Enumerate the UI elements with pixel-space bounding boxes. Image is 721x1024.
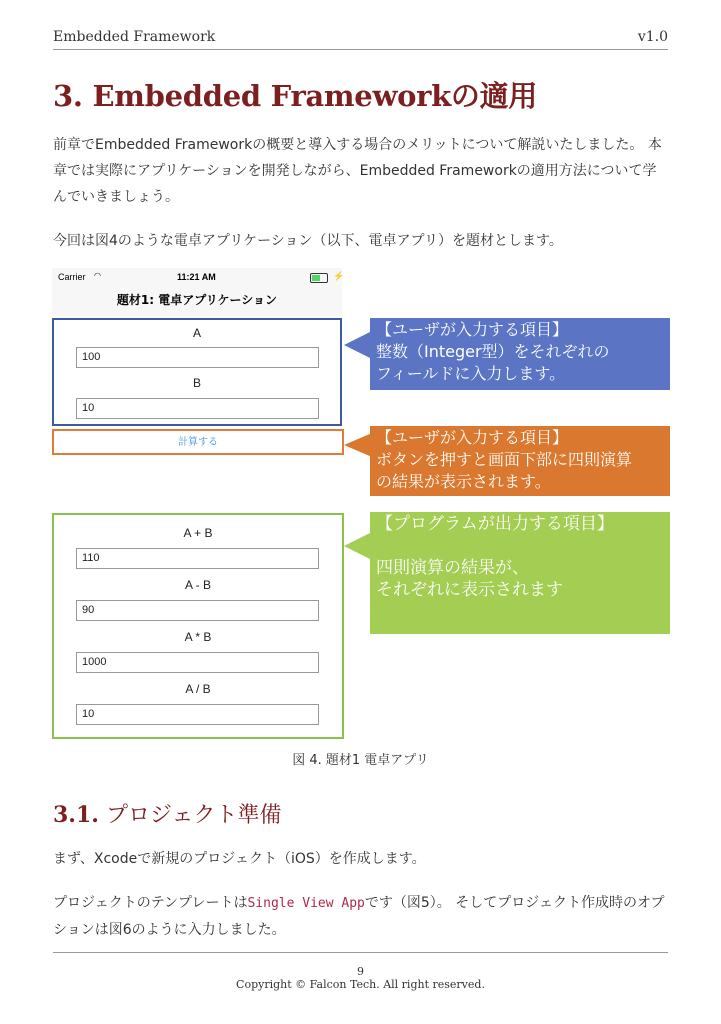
callout-input	[370, 318, 670, 390]
callout-pointer-blue	[344, 331, 372, 359]
page-number: 9	[357, 965, 364, 978]
callout-output	[370, 512, 670, 634]
callout-button-line1: ボタンを押すと画面下部に四則演算	[376, 450, 633, 469]
section-heading	[53, 798, 282, 829]
callout-button-line2: の結果が表示されます。	[376, 472, 551, 491]
callout-input-line1: 整数（Integer型）をそれぞれの	[376, 342, 610, 361]
calculator-figure	[52, 268, 672, 742]
phone-status-bar	[52, 268, 345, 286]
output-field-sub: 90	[76, 600, 319, 621]
callout-button-heading: 【ユーザが入力する項目】	[376, 428, 569, 447]
charging-icon: ⚡	[333, 271, 345, 281]
input-label-b: B	[192, 376, 201, 390]
intro-paragraph: 前章でEmbedded Frameworkの概要と導入する場合のメリットについて解説いたしました。 本章では実際にアプリケーションを開発しながら、Embedded Frameworkの適用方法について学んでいきましょう。	[53, 137, 662, 205]
output-field-div: 10	[76, 704, 319, 725]
callout-output-line1: 四則演算の結果が、	[376, 558, 529, 578]
callout-pointer-orange	[344, 433, 372, 457]
output-label-add: A + B	[183, 526, 213, 540]
page-footer	[53, 952, 668, 991]
section-title: プロジェクト準備	[105, 803, 282, 828]
p2-text-before: プロジェクトのテンプレートは	[53, 895, 248, 911]
calc-section	[52, 429, 344, 455]
output-label-mul: A * B	[184, 630, 212, 644]
p2-text-after: です（図5）。 そしてプロジェクト作成時のオプションは図6のように入力しました。	[53, 895, 665, 938]
header-version: v1.0	[637, 29, 668, 45]
output-field-add: 110	[76, 548, 319, 569]
callout-pointer-green	[344, 532, 372, 560]
input-label-a: A	[192, 326, 201, 340]
output-section	[52, 513, 344, 739]
callout-output-line2: それぞれに表示されます	[376, 580, 563, 600]
header-title: Embedded Framework	[53, 29, 216, 45]
figure-caption: 図 4. 題材1 電卓アプリ	[292, 753, 429, 768]
chapter-title: 3. Embedded Frameworkの適用	[53, 79, 538, 113]
output-label-sub: A - B	[184, 578, 211, 592]
output-label-div: A / B	[185, 682, 211, 696]
copyright: Copyright © Falcon Tech. All right reserved.	[236, 978, 485, 991]
running-header	[53, 27, 668, 50]
callout-input-line2: フィールドに入力します。	[376, 364, 566, 383]
carrier-label: Carrier	[58, 272, 86, 282]
template-name-code: Single View App	[247, 896, 365, 911]
section-paragraph-1: まず、Xcodeで新規のプロジェクト（iOS）を作成します。	[53, 851, 426, 867]
input-section	[52, 318, 342, 426]
callout-output-heading: 【プログラムが出力する項目】	[376, 514, 614, 534]
intro-paragraph-2: 今回は図4のような電卓アプリケーション（以下、電卓アプリ）を題材とします。	[53, 233, 563, 249]
nav-title: 題材1: 電卓アプリケーション	[52, 286, 342, 316]
callout-input-heading: 【ユーザが入力する項目】	[376, 320, 569, 339]
battery-icon	[310, 273, 328, 283]
wifi-icon: ◠	[94, 271, 101, 280]
section-number: 3.1.	[53, 802, 99, 828]
section-paragraph-2	[53, 890, 668, 943]
callout-button	[370, 426, 670, 496]
output-field-mul: 1000	[76, 652, 319, 673]
input-field-a[interactable]: 100	[76, 347, 319, 368]
calculate-button[interactable]: 計算する	[178, 437, 218, 448]
input-field-b[interactable]: 10	[76, 398, 319, 419]
status-time: 11:21 AM	[177, 272, 216, 282]
